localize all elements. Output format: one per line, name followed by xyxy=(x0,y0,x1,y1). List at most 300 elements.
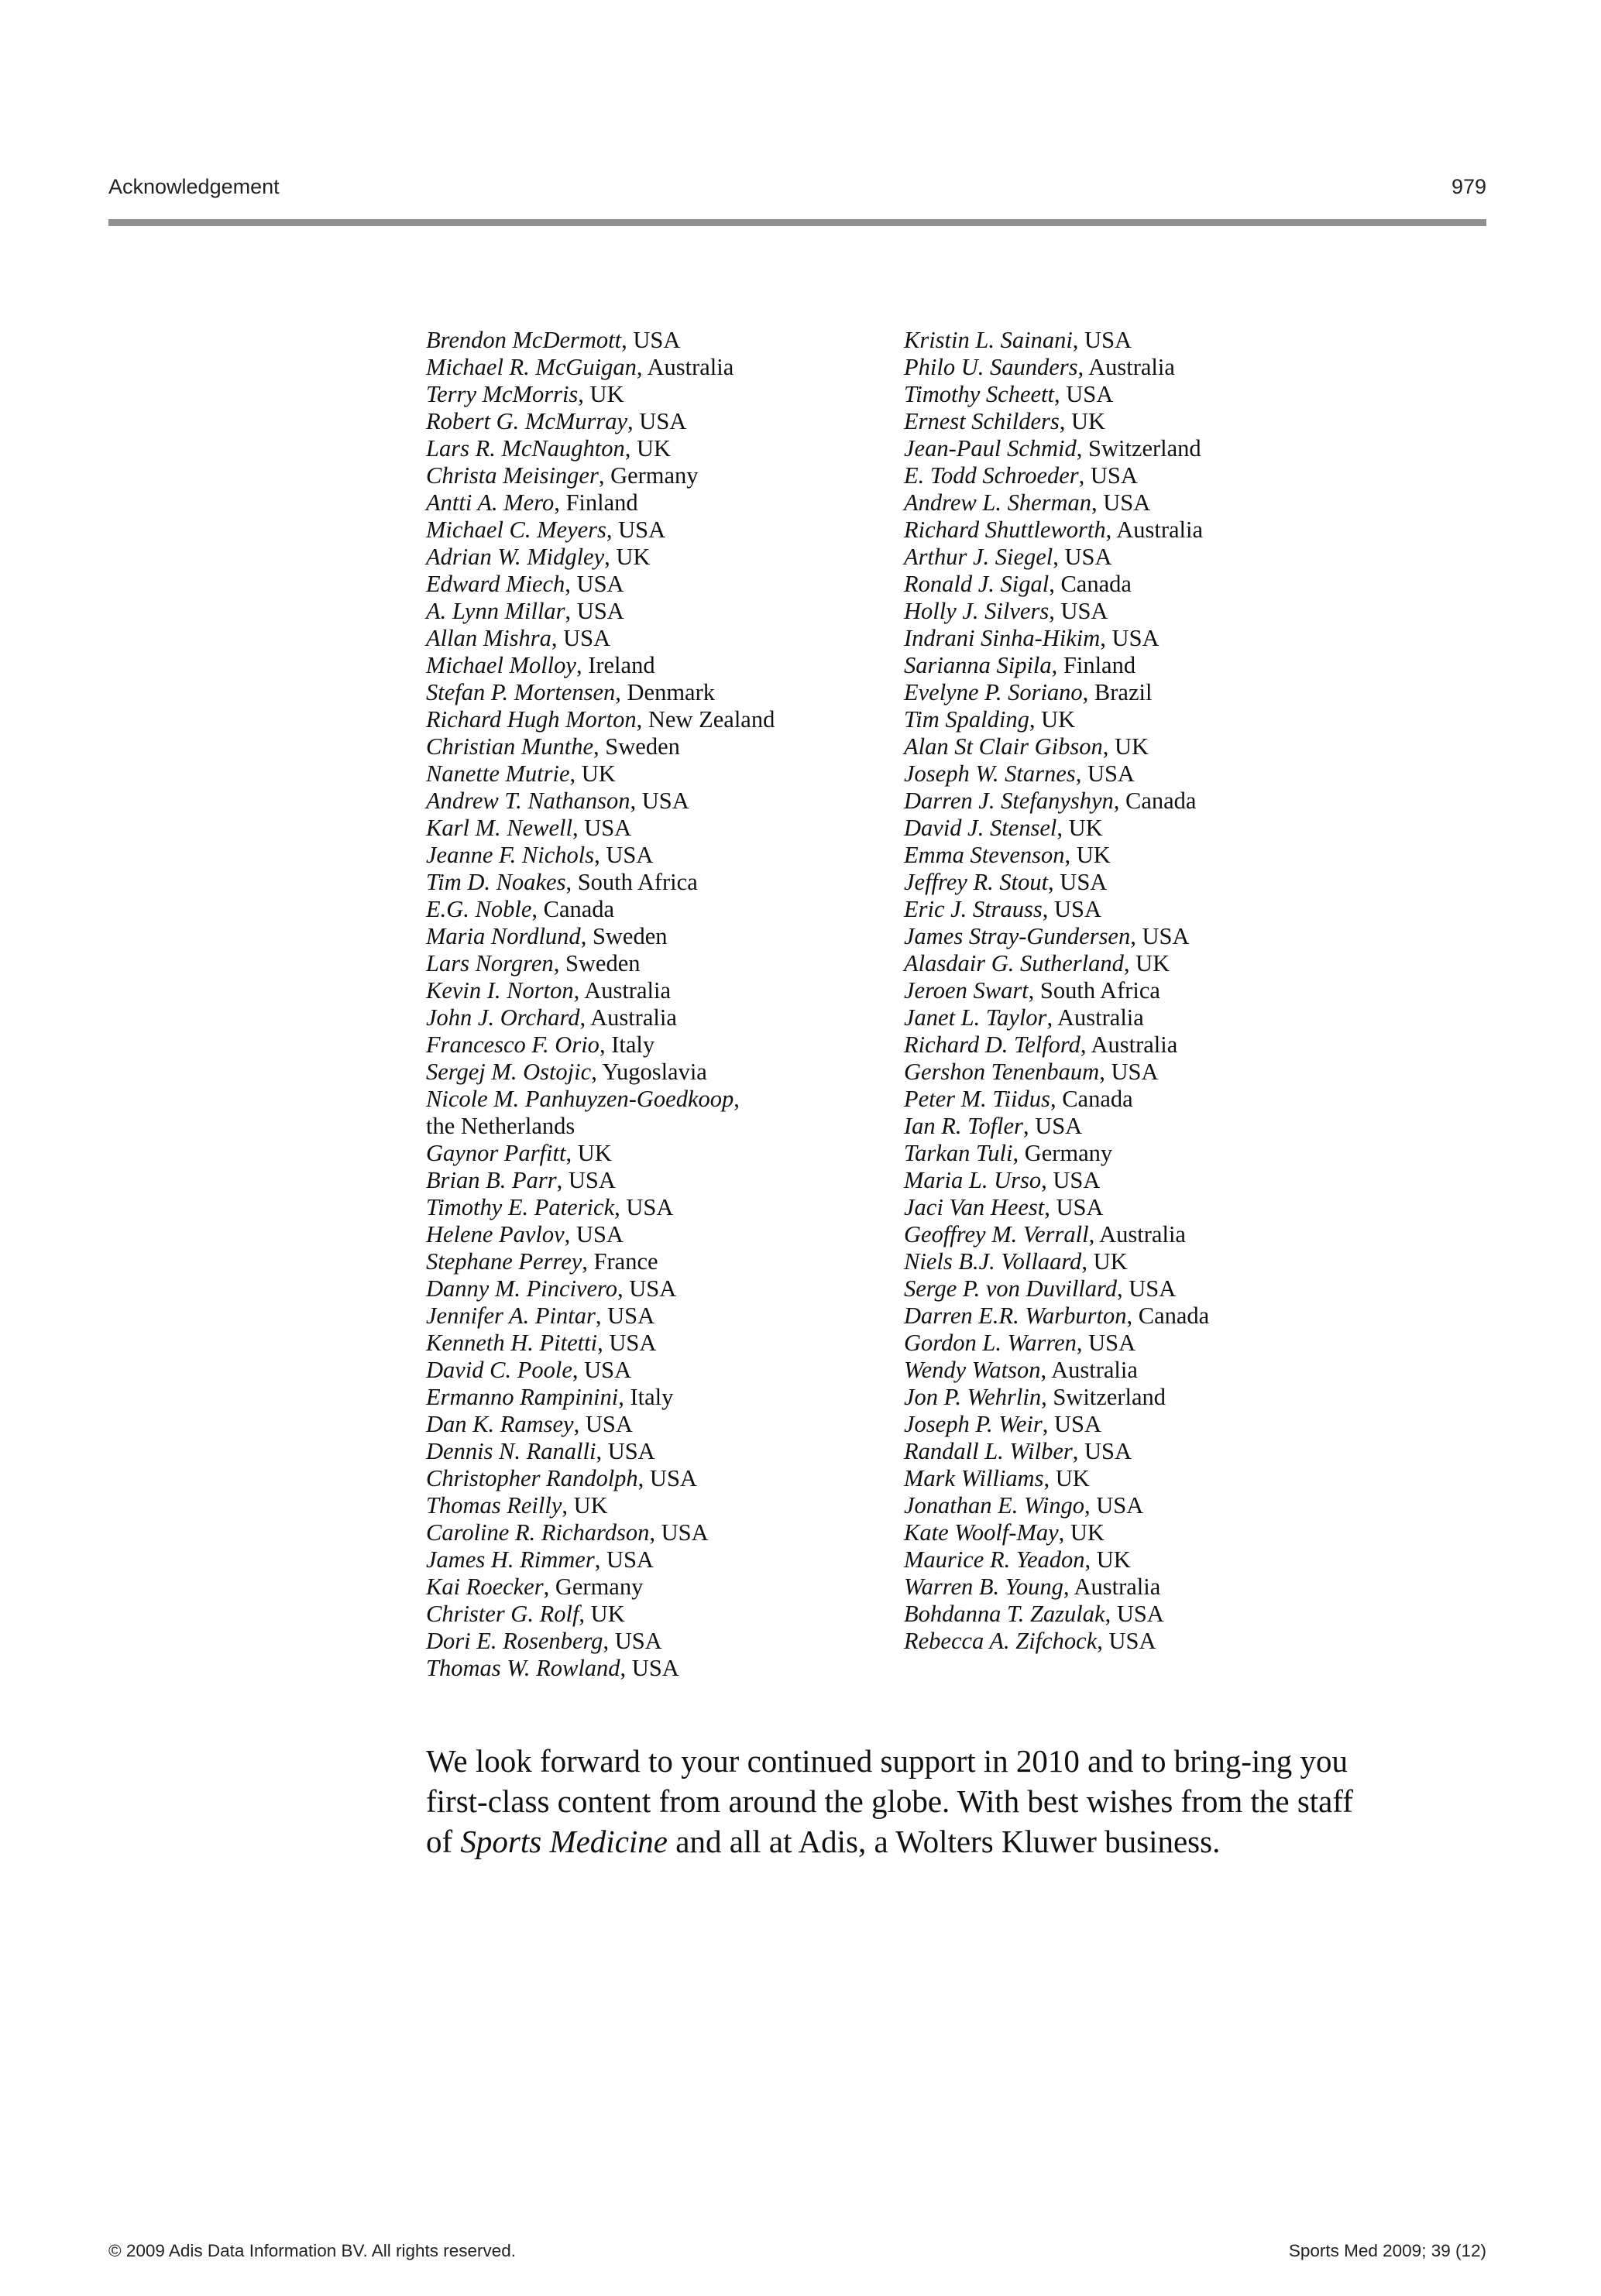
reviewer-entry xyxy=(904,598,1209,625)
reviewer-country: , Italy xyxy=(599,1031,655,1058)
reviewer-entry xyxy=(426,733,775,760)
reviewer-name: Mark Williams xyxy=(904,1465,1044,1491)
reviewer-entry xyxy=(904,1194,1209,1221)
reviewer-country: , USA xyxy=(1053,544,1112,570)
reviewer-name: Nicole M. Panhuyzen-Goedkoop xyxy=(426,1086,734,1112)
reviewer-name: Rebecca A. Zifchock xyxy=(904,1628,1098,1654)
reviewer-name: Jeroen Swart xyxy=(904,977,1029,1004)
reviewer-country: , UK xyxy=(569,760,616,787)
reviewer-name: Michael C. Meyers xyxy=(426,517,606,543)
reviewer-name: Jennifer A. Pintar xyxy=(426,1302,596,1329)
reviewer-name: Francesco F. Orio xyxy=(426,1031,600,1058)
reviewer-country: , USA xyxy=(1022,1113,1083,1139)
reviewer-entry xyxy=(426,842,775,869)
reviewer-name: Christian Munthe xyxy=(426,733,594,760)
reviewer-name: Gershon Tenenbaum xyxy=(904,1059,1100,1085)
reviewer-entry xyxy=(904,1438,1209,1465)
reviewer-entry xyxy=(426,1275,775,1302)
reviewer-name: Thomas W. Rowland xyxy=(426,1655,620,1681)
reviewer-entry xyxy=(904,1330,1209,1357)
reviewer-entry xyxy=(426,1628,775,1655)
reviewer-entry xyxy=(426,408,775,435)
reviewer-country: , New Zealand xyxy=(636,706,775,733)
reviewer-name: Thomas Reilly xyxy=(426,1492,562,1519)
reviewer-name: Ernest Schilders xyxy=(904,408,1060,434)
reviewer-name: James H. Rimmer xyxy=(426,1546,595,1573)
reviewer-entry xyxy=(426,1384,775,1411)
reviewer-name: John J. Orchard xyxy=(426,1004,580,1031)
reviewer-name: Janet L. Taylor xyxy=(904,1004,1047,1031)
reviewer-entry xyxy=(426,1031,775,1059)
reviewer-entry xyxy=(904,1492,1209,1519)
reviewer-entry xyxy=(426,950,775,977)
reviewer-country: , USA xyxy=(573,1411,633,1437)
reviewer-country: , USA xyxy=(1130,923,1190,949)
reviewer-name: Richard D. Telford xyxy=(904,1031,1081,1058)
reviewer-country: , USA xyxy=(1105,1601,1164,1627)
reviewer-entry xyxy=(904,1546,1209,1574)
reviewer-entry xyxy=(904,1031,1209,1059)
reviewer-country: , UK xyxy=(1081,1248,1128,1275)
reviewer-entry xyxy=(904,1519,1209,1546)
reviewer-name: Stefan P. Mortensen xyxy=(426,679,616,705)
reviewer-name: Maria Nordlund xyxy=(426,923,581,949)
reviewer-entry xyxy=(426,517,775,544)
reviewer-name: Andrew L. Sherman xyxy=(904,489,1092,516)
reviewer-entry xyxy=(426,462,775,489)
reviewer-name: Richard Shuttleworth xyxy=(904,517,1106,543)
reviewer-entry xyxy=(426,1574,775,1601)
reviewer-name: Alasdair G. Sutherland xyxy=(904,950,1124,976)
reviewer-name: Jonathan E. Wingo xyxy=(904,1492,1084,1519)
reviewer-name: Joseph P. Weir xyxy=(904,1411,1043,1437)
reviewer-name: Randall L. Wilber xyxy=(904,1438,1073,1464)
reviewer-name: Brendon McDermott xyxy=(426,327,622,353)
reviewer-name: Lars R. McNaughton xyxy=(426,435,625,462)
reviewer-entry xyxy=(426,1492,775,1519)
reviewer-country: , UK xyxy=(1084,1546,1131,1573)
reviewer-entry xyxy=(904,1302,1209,1330)
reviewer-country: , USA xyxy=(556,1167,616,1193)
reviewer-entry xyxy=(904,896,1209,923)
reviewer-entry xyxy=(904,788,1209,815)
reviewer-name: Warren B. Young xyxy=(904,1574,1063,1600)
reviewer-entry xyxy=(426,1140,775,1167)
reviewer-entry xyxy=(904,923,1209,950)
reviewer-name: Kate Woolf-May xyxy=(904,1519,1059,1546)
reviewer-entry xyxy=(904,381,1209,408)
reviewer-country: , Australia xyxy=(1077,354,1175,380)
reviewer-entry xyxy=(904,1574,1209,1601)
reviewer-entry xyxy=(904,1059,1209,1086)
reviewer-country: , USA xyxy=(1084,1492,1144,1519)
reviewer-country: , UK xyxy=(1029,706,1076,733)
reviewer-country: , Australia xyxy=(1040,1357,1138,1383)
reviewer-name: Gaynor Parfitt xyxy=(426,1140,566,1166)
reviewer-entry xyxy=(904,1384,1209,1411)
reviewer-country: , USA xyxy=(1091,489,1151,516)
page-number: 979 xyxy=(1451,175,1486,198)
reviewer-country: , USA xyxy=(621,327,681,353)
reviewer-country: , USA xyxy=(572,1357,632,1383)
reviewer-country: , Finland xyxy=(1051,652,1136,678)
reviewer-country: , USA xyxy=(620,1655,679,1681)
reviewer-country: , USA xyxy=(1078,462,1138,489)
reviewer-entry xyxy=(426,1438,775,1465)
reviewer-country: , South Africa xyxy=(565,869,698,895)
reviewer-name: Darren E.R. Warburton xyxy=(904,1302,1127,1329)
reviewer-entry xyxy=(904,679,1209,706)
reviewer-name: E. Todd Schroeder xyxy=(904,462,1079,489)
reviewer-country: , USA xyxy=(1041,1167,1101,1193)
reviewer-country: , South Africa xyxy=(1028,977,1160,1004)
reviewer-entry xyxy=(904,842,1209,869)
reviewer-entry xyxy=(904,625,1209,652)
reviewer-entry xyxy=(426,1411,775,1438)
reviewer-entry xyxy=(904,408,1209,435)
reviewer-country: , UK xyxy=(1102,733,1149,760)
reviewer-country: , USA xyxy=(1049,598,1108,624)
reviewer-entry xyxy=(426,1194,775,1221)
reviewer-country: , USA xyxy=(1099,1059,1159,1085)
reviewer-country: , UK xyxy=(1059,408,1106,434)
reviewer-country: , Canada xyxy=(1049,571,1132,597)
reviewer-name: Ian R. Tofler xyxy=(904,1113,1023,1139)
reviewer-entry xyxy=(904,733,1209,760)
reviewer-country: , UK xyxy=(624,435,672,462)
reviewer-country: , USA xyxy=(564,1221,624,1248)
reviewer-entry xyxy=(904,977,1209,1004)
reviewer-name: A. Lynn Millar xyxy=(426,598,565,624)
reviewer-country: , USA xyxy=(596,1438,655,1464)
reviewer-name: Alan St Clair Gibson xyxy=(904,733,1103,760)
reviewer-entry xyxy=(904,1411,1209,1438)
reviewer-entry xyxy=(426,598,775,625)
reviewer-entry xyxy=(904,1357,1209,1384)
reviewer-name: Lars Norgren xyxy=(426,950,554,976)
reviewer-country: , xyxy=(734,1086,740,1112)
reviewer-name: Dori E. Rosenberg xyxy=(426,1628,603,1654)
reviewer-name: Antti A. Mero xyxy=(426,489,555,516)
reviewer-entry xyxy=(426,1302,775,1330)
reviewer-country: , UK xyxy=(604,544,651,570)
reviewer-entry xyxy=(904,1086,1209,1113)
reviewer-entry xyxy=(904,327,1209,354)
reviewer-name: Maria L. Urso xyxy=(904,1167,1042,1193)
reviewer-country: , Denmark xyxy=(615,679,715,705)
reviewer-entry xyxy=(426,354,775,381)
reviewer-name: Michael R. McGuigan xyxy=(426,354,637,380)
reviewer-country: , USA xyxy=(614,1194,674,1220)
reviewer-country: , UK xyxy=(1056,815,1103,841)
reviewer-country: , USA xyxy=(606,517,666,543)
reviewer-country: , Switzerland xyxy=(1041,1384,1166,1410)
reviewer-country: , USA xyxy=(594,1546,654,1573)
reviewer-entry xyxy=(426,489,775,517)
reviewer-country: , Finland xyxy=(554,489,638,516)
reviewer-name: Tarkan Tuli xyxy=(904,1140,1013,1166)
reviewer-entry xyxy=(904,1221,1209,1248)
reviewer-country: , Sweden xyxy=(553,950,641,976)
reviewer-country: , USA xyxy=(1117,1275,1177,1302)
reviewer-name: Caroline R. Richardson xyxy=(426,1519,650,1546)
reviewer-name: Darren J. Stefanyshyn xyxy=(904,788,1114,814)
reviewer-entry xyxy=(426,625,775,652)
closing-text-end: and all at Adis, a Wolters Kluwer business. xyxy=(668,1824,1221,1859)
reviewer-country: , UK xyxy=(565,1140,612,1166)
reviewer-entry xyxy=(904,571,1209,598)
reviewer-entry xyxy=(426,788,775,815)
reviewer-name: Gordon L. Warren xyxy=(904,1330,1077,1356)
reviewer-country: , USA xyxy=(551,625,611,651)
reviewer-list-left-column xyxy=(426,327,775,1682)
reviewer-name: Jeffrey R. Stout xyxy=(904,869,1049,895)
reviewer-country: , USA xyxy=(1100,625,1160,651)
reviewer-name: Andrew T. Nathanson xyxy=(426,788,630,814)
reviewer-entry xyxy=(426,1546,775,1574)
reviewer-name: Richard Hugh Morton xyxy=(426,706,637,733)
reviewer-country: , USA xyxy=(1042,1411,1102,1437)
reviewer-country: , UK xyxy=(1123,950,1170,976)
reviewer-country: , Germany xyxy=(1012,1140,1113,1166)
reviewer-entry xyxy=(904,1004,1209,1031)
reviewer-name: Karl M. Newell xyxy=(426,815,572,841)
reviewer-country: , Australia xyxy=(573,977,671,1004)
reviewer-name: Ermanno Rampinini xyxy=(426,1384,619,1410)
reviewer-country: , Brazil xyxy=(1082,679,1153,705)
reviewer-country: , USA xyxy=(1072,327,1132,353)
reviewer-entry xyxy=(426,706,775,733)
reviewer-country: , Australia xyxy=(636,354,734,380)
reviewer-country: , UK xyxy=(578,381,624,407)
header-divider xyxy=(108,219,1486,226)
reviewer-name: Stephane Perrey xyxy=(426,1248,582,1275)
reviewer-name: Maurice R. Yeadon xyxy=(904,1546,1085,1573)
reviewer-entry xyxy=(426,1330,775,1357)
reviewer-entry xyxy=(426,571,775,598)
reviewer-entry xyxy=(904,1628,1209,1655)
reviewer-name: David J. Stensel xyxy=(904,815,1057,841)
reviewer-country: , USA xyxy=(565,571,624,597)
reviewer-country: , UK xyxy=(1043,1465,1090,1491)
reviewer-name: Arthur J. Siegel xyxy=(904,544,1053,570)
reviewer-entry xyxy=(904,869,1209,896)
reviewer-name: Emma Stevenson xyxy=(904,842,1065,868)
reviewer-entry xyxy=(904,462,1209,489)
reviewer-name: Dan K. Ramsey xyxy=(426,1411,574,1437)
closing-paragraph xyxy=(426,1741,1368,1862)
reviewer-name: Michael Molloy xyxy=(426,652,576,678)
reviewer-country: , USA xyxy=(1075,760,1135,787)
reviewer-entry xyxy=(904,1113,1209,1140)
reviewer-name: Christa Meisinger xyxy=(426,462,599,489)
reviewer-entry xyxy=(426,760,775,788)
reviewer-name: Adrian W. Midgley xyxy=(426,544,605,570)
reviewer-name: Jeanne F. Nichols xyxy=(426,842,595,868)
reviewer-country: , UK xyxy=(562,1492,608,1519)
reviewer-name: Dennis N. Ranalli xyxy=(426,1438,596,1464)
reviewer-name: Jean-Paul Schmid xyxy=(904,435,1077,462)
reviewer-name: Geoffrey M. Verrall xyxy=(904,1221,1089,1248)
reviewer-country: , USA xyxy=(627,408,687,434)
reviewer-country: , Sweden xyxy=(593,733,680,760)
reviewer-entry xyxy=(426,1519,775,1546)
reviewer-country: , Australia xyxy=(1046,1004,1144,1031)
reviewer-entry xyxy=(426,1167,775,1194)
reviewer-name: Christopher Randolph xyxy=(426,1465,638,1491)
reviewer-country: , Canada xyxy=(531,896,615,922)
reviewer-country: , Australia xyxy=(1088,1221,1186,1248)
reviewer-entry xyxy=(904,354,1209,381)
reviewer-name: Jaci Van Heest xyxy=(904,1194,1045,1220)
reviewer-entry xyxy=(426,652,775,679)
reviewer-entry xyxy=(426,679,775,706)
journal-name: Sports Medicine xyxy=(460,1824,668,1859)
reviewer-name: Niels B.J. Vollaard xyxy=(904,1248,1082,1275)
reviewer-entry xyxy=(904,1465,1209,1492)
reviewer-entry xyxy=(426,544,775,571)
reviewer-entry xyxy=(426,435,775,462)
reviewer-country: , Australia xyxy=(1080,1031,1178,1058)
reviewer-country: , USA xyxy=(630,788,689,814)
reviewer-name: Christer G. Rolf xyxy=(426,1601,579,1627)
reviewer-country: , USA xyxy=(1053,381,1114,407)
reviewer-name: Allan Mishra xyxy=(426,625,551,651)
reviewer-entry xyxy=(904,435,1209,462)
reviewer-name: Joseph W. Starnes xyxy=(904,760,1076,787)
copyright-notice: © 2009 Adis Data Information BV. All rights reserved. xyxy=(108,2241,517,2260)
reviewer-entry xyxy=(426,1655,775,1682)
reviewer-name: Peter M. Tiidus xyxy=(904,1086,1050,1112)
running-header-section: Acknowledgement xyxy=(108,175,280,198)
reviewer-name: Evelyne P. Soriano xyxy=(904,679,1083,705)
reviewer-entry xyxy=(426,869,775,896)
reviewer-country: , USA xyxy=(595,1302,655,1329)
reviewer-country: , USA xyxy=(1048,869,1108,895)
reviewer-entry xyxy=(904,489,1209,517)
reviewer-country: , Germany xyxy=(598,462,699,489)
reviewer-name: Sergej M. Ostojic xyxy=(426,1059,592,1085)
reviewer-name: Kristin L. Sainani xyxy=(904,327,1073,353)
reviewer-country: , Canada xyxy=(1050,1086,1133,1112)
reviewer-name: Kai Roecker xyxy=(426,1574,544,1600)
reviewer-name: Bohdanna T. Zazulak xyxy=(904,1601,1105,1627)
reviewer-entry xyxy=(426,1248,775,1275)
reviewer-country: , Ireland xyxy=(575,652,655,678)
reviewer-name: Indrani Sinha-Hikim xyxy=(904,625,1101,651)
reviewer-name: Helene Pavlov xyxy=(426,1221,565,1248)
reviewer-name: Tim D. Noakes xyxy=(426,869,566,895)
reviewer-country: , Switzerland xyxy=(1076,435,1201,462)
reviewer-country: , USA xyxy=(1072,1438,1132,1464)
reviewer-entry xyxy=(426,1357,775,1384)
reviewer-name: Danny M. Pincivero xyxy=(426,1275,618,1302)
reviewer-entry xyxy=(904,1275,1209,1302)
reviewer-country: , Sweden xyxy=(580,923,668,949)
reviewer-name: Wendy Watson xyxy=(904,1357,1041,1383)
reviewer-country: , USA xyxy=(1076,1330,1136,1356)
reviewer-name: Robert G. McMurray xyxy=(426,408,628,434)
reviewer-entry xyxy=(904,517,1209,544)
reviewer-entry xyxy=(426,1465,775,1492)
reviewer-name: Brian B. Parr xyxy=(426,1167,557,1193)
reviewer-name: David C. Poole xyxy=(426,1357,572,1383)
reviewer-entry xyxy=(904,1248,1209,1275)
reviewer-country: , Australia xyxy=(579,1004,677,1031)
reviewer-name: Timothy E. Paterick xyxy=(426,1194,615,1220)
reviewer-name: Sarianna Sipila xyxy=(904,652,1052,678)
reviewer-name: Holly J. Silvers xyxy=(904,598,1050,624)
reviewer-country: the Netherlands xyxy=(426,1113,575,1139)
reviewer-entry xyxy=(904,1140,1209,1167)
reviewer-country: , USA xyxy=(565,598,624,624)
reviewer-country: , USA xyxy=(594,842,654,868)
reviewer-entry xyxy=(904,544,1209,571)
reviewer-entry xyxy=(904,1167,1209,1194)
reviewer-country: , UK xyxy=(1064,842,1111,868)
reviewer-country: , Canada xyxy=(1126,1302,1210,1329)
reviewer-country: , Australia xyxy=(1063,1574,1161,1600)
reviewer-country: , France xyxy=(582,1248,658,1275)
reviewer-entry xyxy=(426,381,775,408)
reviewer-list-right-column xyxy=(904,327,1209,1655)
reviewer-name: Edward Miech xyxy=(426,571,565,597)
reviewer-name: Ronald J. Sigal xyxy=(904,571,1050,597)
closing-text-start: We look forward to your continued support in 2010 and to bring-ing you first-class content from around the globe. With best wishes from the staff of xyxy=(426,1743,1353,1859)
reviewer-entry xyxy=(426,923,775,950)
reviewer-country: , USA xyxy=(617,1275,677,1302)
reviewer-name: Terry McMorris xyxy=(426,381,579,407)
reviewer-entry xyxy=(904,760,1209,788)
reviewer-name: Kevin I. Norton xyxy=(426,977,574,1004)
reviewer-country: , Yugoslavia xyxy=(591,1059,707,1085)
reviewer-country: , USA xyxy=(603,1628,662,1654)
reviewer-country: , Australia xyxy=(1105,517,1204,543)
reviewer-country: , Canada xyxy=(1113,788,1197,814)
reviewer-name: Philo U. Saunders xyxy=(904,354,1078,380)
reviewer-name: Serge P. von Duvillard xyxy=(904,1275,1118,1302)
reviewer-entry xyxy=(904,1601,1209,1628)
reviewer-country: , USA xyxy=(637,1465,697,1491)
reviewer-country: , USA xyxy=(597,1330,657,1356)
reviewer-entry xyxy=(426,327,775,354)
reviewer-entry xyxy=(426,1601,775,1628)
reviewer-name: Kenneth H. Pitetti xyxy=(426,1330,598,1356)
reviewer-name: Jon P. Wehrlin xyxy=(904,1384,1042,1410)
reviewer-entry xyxy=(426,1221,775,1248)
journal-citation: Sports Med 2009; 39 (12) xyxy=(1288,2241,1486,2260)
reviewer-country: , UK xyxy=(1058,1519,1105,1546)
reviewer-entry xyxy=(904,652,1209,679)
reviewer-entry xyxy=(426,977,775,1004)
reviewer-entry xyxy=(426,1086,775,1113)
reviewer-country: , Germany xyxy=(543,1574,644,1600)
reviewer-entry xyxy=(426,896,775,923)
reviewer-name: James Stray-Gundersen xyxy=(904,923,1131,949)
reviewer-country: , UK xyxy=(579,1601,625,1627)
reviewer-name: Eric J. Strauss xyxy=(904,896,1043,922)
reviewer-entry xyxy=(426,815,775,842)
reviewer-entry xyxy=(426,1059,775,1086)
reviewer-country: , Italy xyxy=(618,1384,674,1410)
reviewer-name: Tim Spalding xyxy=(904,706,1029,733)
reviewer-country: , USA xyxy=(1097,1628,1156,1654)
reviewer-entry xyxy=(426,1004,775,1031)
reviewer-entry xyxy=(904,950,1209,977)
reviewer-entry xyxy=(426,1113,775,1140)
reviewer-entry xyxy=(904,706,1209,733)
reviewer-country: , USA xyxy=(572,815,632,841)
